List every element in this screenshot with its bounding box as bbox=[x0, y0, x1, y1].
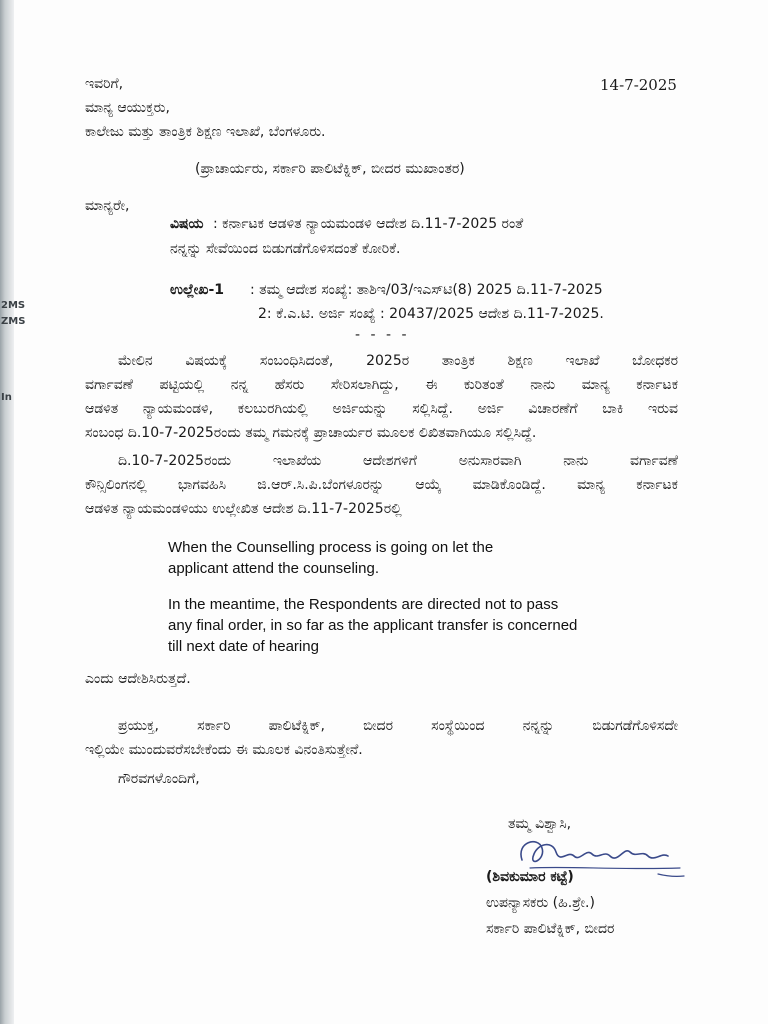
scanned-page-edge bbox=[0, 0, 26, 1024]
addressee-line-2: ಕಾಲೇಜು ಮತ್ತು ತಾಂತ್ರಿಕ ಶಿಕ್ಷಣ ಇಲಾಖೆ, ಬೆಂಗಳೂರು. bbox=[85, 124, 326, 140]
subject-line-1: : ಕರ್ನಾಟಕ ಆಡಳಿತ ನ್ಯಾಯಮಂಡಳಿ ಆದೇಶ ದಿ.11-7-2025 ರಂತೆ bbox=[213, 216, 524, 232]
reference-line-2: 2: ಕೆ.ಎ.ಟಿ. ಅರ್ಜಿ ಸಂಖ್ಯೆ : 20437/2025 ಆದೇಶ ದಿ.11-7-2025. bbox=[258, 306, 604, 322]
salutation: ಮಾನ್ಯರೇ, bbox=[85, 198, 130, 214]
ordered-line: ಎಂದು ಆದೇಶಿಸಿರುತ್ತದೆ. bbox=[85, 671, 191, 687]
subject-line-2: ನನ್ನನ್ನು ಸೇವೆಯಿಂದ ಬಿಡುಗಡೆಗೊಳಿಸದಂತೆ ಕೋರಿಕೆ. bbox=[170, 241, 401, 257]
addressee-line-1: ಮಾನ್ಯ ಆಯುಕ್ತರು, bbox=[85, 100, 170, 116]
signatory-institution: ಸರ್ಕಾರಿ ಪಾಲಿಟೆಕ್ನಿಕ್, ಬೀದರ bbox=[486, 921, 615, 937]
paragraph-1-line: ಸಂಬಂಧ ದಿ.10-7-2025ರಂದು ತಮ್ಮ ಗಮನಕ್ಕೆ ಪ್ರಾಚಾರ್ಯರ ಮೂಲಕ ಲಿಖಿತವಾಗಿಯೂ ಸಲ್ಲಿಸಿದ್ದೆ. bbox=[85, 425, 537, 441]
reference-line-1: : ತಮ್ಮ ಆದೇಶ ಸಂಖ್ಯೆ: ತಾಶಿಇ/03/ಇಎಸ್‌ಟಿ(8) 2025 ದಿ.11-7-2025 bbox=[250, 282, 603, 298]
letter-date: 14-7-2025 bbox=[600, 76, 677, 94]
yours-faithfully: ತಮ್ಮ ವಿಶ್ವಾಸಿ, bbox=[508, 816, 572, 832]
paragraph-1-line: ಆಡಳಿತ ನ್ಯಾಯಮಂಡಳಿ, ಕಲಬುರಗಿಯಲ್ಲಿ ಅರ್ಜಿಯನ್ನು ಸಲ್ಲಿಸಿದ್ದೆ. ಅರ್ಜಿ ವಿಚಾರಣೆಗೆ ಬಾಕಿ ಇರುವ bbox=[85, 401, 678, 417]
court-order-quote-2: In the meantime, the Respondents are directed not to pass any final order, in so far as the applicant transfer is concerned till next date of hearing bbox=[168, 596, 578, 655]
paragraph-2-line: ಕೌನ್ಸಿಲಿಂಗನಲ್ಲಿ ಭಾಗವಹಿಸಿ ಜಿ.ಆರ್.ಸಿ.ಪಿ.ಬೆಂಗಳೂರನ್ನು ಆಯ್ಕೆ ಮಾಡಿಕೊಂಡಿದ್ದೆ. ಮಾನ್ಯ ಕರ್ನಾಟಕ bbox=[85, 477, 678, 493]
regards-line: ಗೌರವಗಳೊಂದಿಗೆ, bbox=[118, 771, 200, 787]
subject-label: ವಿಷಯ bbox=[170, 216, 204, 232]
court-order-quote-1: When the Counselling process is going on let the applicant attend the counseling. bbox=[168, 539, 494, 577]
margin-mark: ZMS bbox=[1, 316, 26, 327]
reference-label: ಉಲ್ಲೇಖ-1 bbox=[170, 282, 225, 298]
signatory-name: (ಶಿವಕುಮಾರ ಕಟ್ಟೆ) bbox=[486, 869, 574, 885]
reference-separator: - - - - bbox=[355, 327, 410, 343]
through-line: (ಪ್ರಾಚಾರ್ಯರು, ಸರ್ಕಾರಿ ಪಾಲಿಟೆಕ್ನಿಕ್, ಬೀದರ ಮುಖಾಂತರ) bbox=[195, 161, 465, 177]
margin-mark: 2MS bbox=[1, 300, 26, 311]
signatory-designation: ಉಪನ್ಯಾಸಕರು (ಹಿ.ಶ್ರೇ.) bbox=[486, 895, 595, 911]
paragraph-3-line: ಇಲ್ಲಿಯೇ ಮುಂದುವರೆಸಬೇಕೆಂದು ಈ ಮೂಲಕ ವಿನಂತಿಸುತ್ತೇನೆ. bbox=[85, 742, 363, 758]
paragraph-3-line: ಪ್ರಯುಕ್ತ, ಸರ್ಕಾರಿ ಪಾಲಿಟೆಕ್ನಿಕ್, ಬೀದರ ಸಂಸ್ಥೆಯಿಂದ ನನ್ನನ್ನು ಬಿಡುಗಡೆಗೊಳಿಸದೇ bbox=[118, 718, 678, 734]
margin-mark: In bbox=[1, 392, 12, 403]
paragraph-1-line: ವರ್ಗಾವಣೆ ಪಟ್ಟಿಯಲ್ಲಿ ನನ್ನ ಹೆಸರು ಸೇರಿಸಲಾಗಿದ್ದು, ಈ ಕುರಿತಂತೆ ನಾನು ಮಾನ್ಯ ಕರ್ನಾಟಕ bbox=[85, 377, 678, 393]
paragraph-1-line: ಮೇಲಿನ ವಿಷಯಕ್ಕೆ ಸಂಬಂಧಿಸಿದಂತೆ, 2025ರ ತಾಂತ್ರಿಕ ಶಿಕ್ಷಣ ಇಲಾಖೆ ಬೋಧಕರ bbox=[118, 353, 678, 369]
paragraph-2-line: ದಿ.10-7-2025ರಂದು ಇಲಾಖೆಯ ಆದೇಶಗಳಿಗೆ ಅನುಸಾರವಾಗಿ ನಾನು ವರ್ಗಾವಣೆ bbox=[118, 453, 678, 469]
paragraph-2-line: ಆಡಳಿತ ನ್ಯಾಯಮಂಡಳಿಯು ಉಲ್ಲೇಖಿತ ಆದೇಶ ದಿ.11-7-2025ರಲ್ಲಿ bbox=[85, 501, 402, 517]
recipient-to: ಇವರಿಗೆ, bbox=[85, 76, 124, 92]
